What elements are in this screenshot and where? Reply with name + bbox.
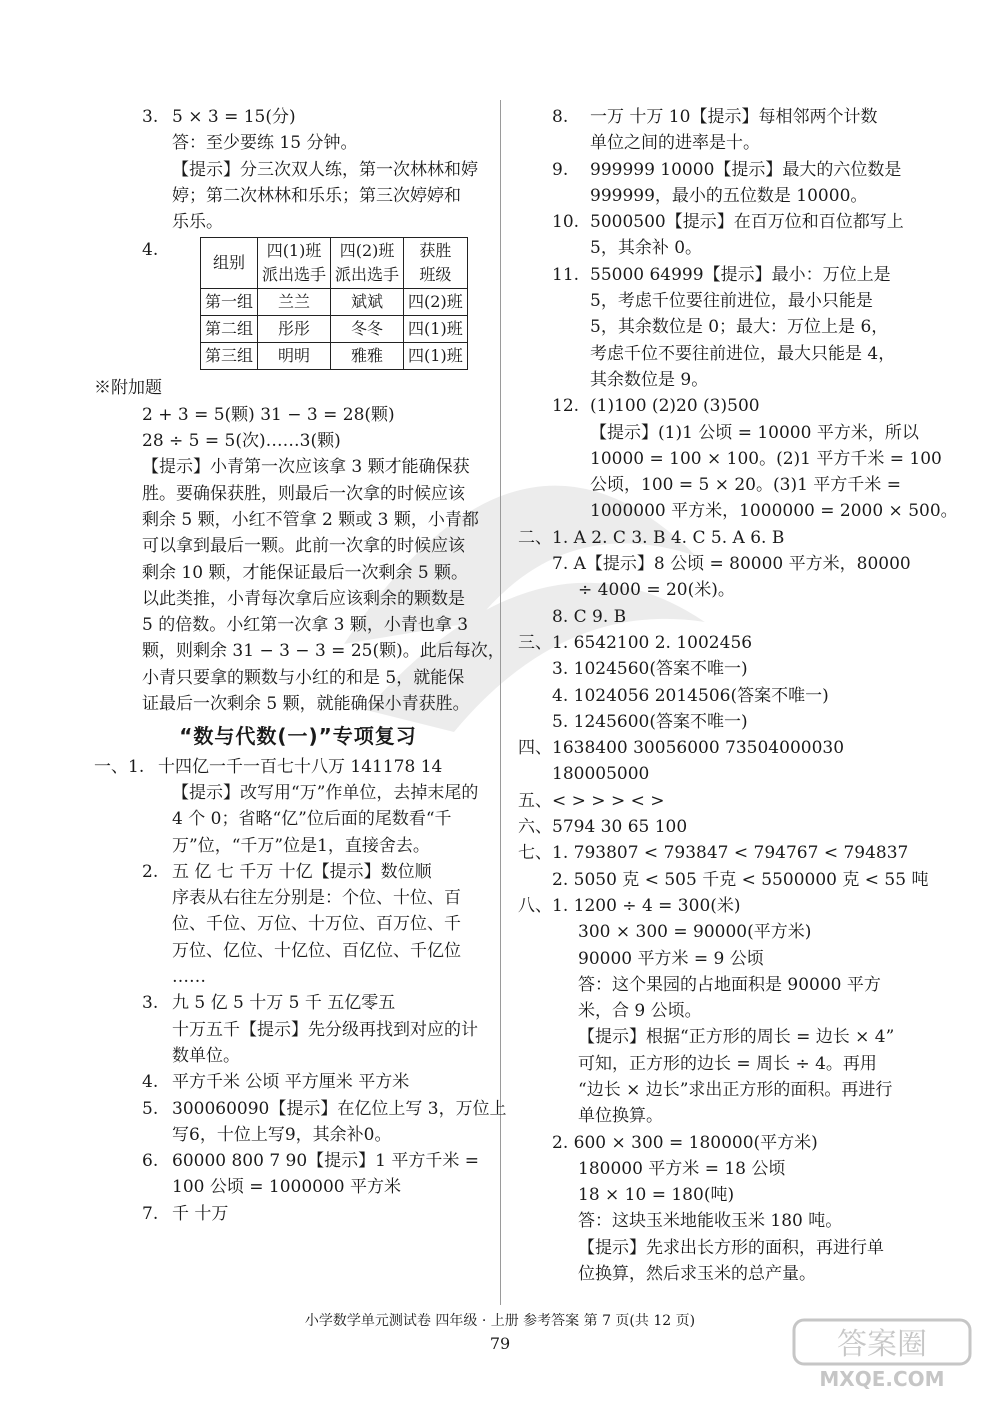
answer-line xyxy=(108,964,488,990)
item-number: 2. xyxy=(142,861,159,882)
answer-line xyxy=(518,288,898,314)
hint-line: 胜。要确保获胜，则最后一次拿的时候应该 xyxy=(142,483,465,504)
answer-line xyxy=(518,235,898,261)
answer-line xyxy=(518,709,898,735)
answer-text: 单位之间的进率是十。 xyxy=(590,133,760,154)
section-prefix: 四、 xyxy=(518,738,552,759)
table-header-cell xyxy=(201,238,258,289)
answer-text: 位换算，然后求玉米的总产量。 xyxy=(578,1264,816,1285)
item-number: 6. xyxy=(142,1151,159,1172)
section-one-item xyxy=(108,1201,488,1227)
section-one-item xyxy=(94,754,488,859)
answer-line xyxy=(518,262,898,288)
answer-line xyxy=(518,1130,898,1156)
result-table xyxy=(200,237,468,370)
answer-text: 万”位，“千万”位是1，直接舍去。 xyxy=(172,835,430,856)
answer-line xyxy=(518,577,898,603)
answer-text: 答：这个果园的占地面积是 90000 平方 xyxy=(578,974,881,995)
item-number: 4. xyxy=(142,1072,159,1093)
section-prefix: 八、 xyxy=(518,895,552,916)
answer-item xyxy=(518,157,902,210)
answer-line xyxy=(518,209,904,235)
header-text: 派出选手 xyxy=(335,265,400,285)
answer-text: 18 × 10 = 180(吨) xyxy=(578,1185,735,1206)
answer-text: 5，其余补 0。 xyxy=(590,238,703,259)
item-number: 3. xyxy=(142,993,159,1014)
header-text: 获胜 xyxy=(419,241,452,261)
answer-line xyxy=(518,183,898,209)
section-title: “数与代数(一)”专项复习 xyxy=(179,724,417,749)
answer-text: 1000000 平方米，1000000 = 2000 × 500。 xyxy=(590,501,958,522)
answer-text: 数单位。 xyxy=(172,1045,240,1066)
section-one-item xyxy=(108,1069,488,1095)
answer-text: 7. A【提示】8 公顷 = 80000 平方米，80000 xyxy=(552,554,911,575)
answer-item xyxy=(518,104,898,157)
answer-line: 28 ÷ 5 = 5(次)……3(颗) xyxy=(142,431,341,452)
answer-line xyxy=(518,1208,898,1234)
answer-text: 【提示】改写用“万”作单位，去掉末尾的 xyxy=(172,782,479,803)
answer-text: 5，考虑千位要往前进位，最小只能是 xyxy=(590,291,873,312)
answer-line xyxy=(108,1017,488,1043)
page-number: 79 xyxy=(489,1334,511,1353)
table-cell: 第二组 xyxy=(201,316,258,343)
answer-line xyxy=(518,420,919,446)
answer-text: 【提示】(1)1 公顷 = 10000 平方米，所以 xyxy=(590,422,919,443)
answer-text: 2. 600 × 300 = 180000(平方米) xyxy=(552,1132,818,1153)
answer-text: 1638400 30056000 73504000030 xyxy=(552,738,845,759)
item-number: 11. xyxy=(552,264,580,285)
answer-line xyxy=(518,1024,898,1050)
answer-text: 其余数位是 9。 xyxy=(590,369,709,390)
hint-line: 5 的倍数。小红第一次拿 3 颗，小青也拿 3 xyxy=(142,615,469,636)
answer-line xyxy=(518,683,898,709)
answer-item xyxy=(518,262,898,393)
table-header-row xyxy=(201,238,468,289)
answer-line xyxy=(518,604,898,630)
answer-text: 公顷，100 = 5 × 20。(3)1 平方千米 = xyxy=(590,475,901,496)
hint-line: 乐乐。 xyxy=(172,212,223,233)
answer-line xyxy=(108,1096,507,1122)
answer-text: 【提示】先求出长方形的面积，再进行单 xyxy=(578,1237,884,1258)
page-footer: 小学数学单元测试卷 四年级 · 上册 参考答案 第 7 页(共 12 页) xyxy=(304,1313,696,1329)
answer-text: …… xyxy=(172,967,206,988)
question-4 xyxy=(108,237,488,375)
answer-text: 300 × 300 = 90000(平方米) xyxy=(578,922,812,943)
item-number: 12. xyxy=(552,396,580,417)
section-one-item xyxy=(108,859,488,990)
answer-line xyxy=(518,551,911,577)
answer-text: 3. 1024560(答案不唯一) xyxy=(552,659,748,680)
answer-text: 5794 30 65 100 xyxy=(552,817,688,838)
answer-text: “边长 × 边长”求出正方形的面积。再进行 xyxy=(578,1079,893,1100)
answer-line xyxy=(518,840,909,866)
answer-line xyxy=(108,1122,488,1148)
answer-line xyxy=(518,525,898,551)
answer-line xyxy=(108,911,488,937)
answer-text: 5，其余数位是 0；最大：万位上是 6， xyxy=(590,317,889,338)
hint-line: 可以拿到最后一颗。此前一次拿的时候应该 xyxy=(142,536,465,557)
section-one-item xyxy=(108,1096,507,1149)
answer-text: 写6，十位上写9，其余补0。 xyxy=(172,1124,392,1145)
answer-line xyxy=(108,104,488,130)
hint-line: 婷；第二次林林和乐乐；第三次婷婷和 xyxy=(172,185,461,206)
hint-line: 颗，则剩余 31 − 3 − 3 = 25(颗)。此后每次， xyxy=(142,641,505,662)
answer-text: 千 十万 xyxy=(172,1203,229,1224)
answer-line: 答：至少要练 15 分钟。 xyxy=(172,133,358,154)
table-cell: 第一组 xyxy=(201,289,258,316)
answer-text: 999999 10000【提示】最大的六位数是 xyxy=(590,159,902,180)
answer-line xyxy=(518,1077,898,1103)
table-header-cell xyxy=(258,238,331,289)
answer-text: 位、千位、万位、十万位、百万位、千 xyxy=(172,914,461,935)
hint-line: 剩余 5 颗，小红不管拿 2 颗或 3 颗，小青都 xyxy=(142,509,479,530)
answer-text: 五 亿 七 千万 十亿【提示】数位顺 xyxy=(172,861,432,882)
answer-text: < > > > < > xyxy=(552,790,665,811)
answer-line xyxy=(518,735,898,761)
answer-text: 答：这块玉米地能收玉米 180 吨。 xyxy=(578,1211,843,1232)
item-number: 7. xyxy=(142,1203,159,1224)
answer-line xyxy=(518,788,898,814)
item-number: 3. xyxy=(142,107,159,127)
answer-item xyxy=(518,209,904,262)
table-cell: 冬冬 xyxy=(331,316,404,343)
answer-text: 九 5 亿 5 十万 5 千 五亿零五 xyxy=(172,993,396,1014)
answer-line: 2 + 3 = 5(颗) 31 − 3 = 28(颗) xyxy=(142,404,395,425)
table-cell: 四(1)班 xyxy=(404,316,468,343)
answer-text: 10000 = 100 × 100。(2)1 平方千米 = 100 xyxy=(590,448,942,469)
answer-text: 1. 793807 < 793847 < 794767 < 794837 xyxy=(552,843,909,864)
answer-line xyxy=(108,780,488,806)
answer-line xyxy=(108,1174,488,1200)
answer-text: 十四亿一千一百七十八万 141178 14 xyxy=(158,756,443,777)
answer-text: 180005000 xyxy=(552,764,650,785)
answer-text: 300060090【提示】在亿位上写 3，万位上 xyxy=(172,1098,507,1119)
table-row xyxy=(201,289,468,316)
answer-text: 60000 800 7 90【提示】1 平方千米 = xyxy=(172,1151,480,1172)
answer-line xyxy=(518,446,942,472)
answer-line xyxy=(518,946,898,972)
left-column xyxy=(94,104,507,1227)
table-cell: 四(1)班 xyxy=(404,343,468,370)
bonus-title: ※附加题 xyxy=(94,378,162,399)
answer-line xyxy=(518,1261,898,1287)
answer-text: 序表从右往左分别是：个位、十位、百 xyxy=(172,888,461,909)
section-one-item xyxy=(108,990,488,1069)
answer-line xyxy=(518,893,898,919)
svg-text:答案圈: 答案圈 xyxy=(837,1327,927,1362)
answer-line xyxy=(108,1043,488,1069)
hint-line: 以此类推，小青每次拿后应该剩余的颗数是 xyxy=(142,588,465,609)
answer-line xyxy=(518,314,898,340)
answer-text: 平方千米 公顷 平方厘米 平方米 xyxy=(172,1072,410,1093)
answer-text: 100 公顷 = 1000000 平方米 xyxy=(172,1177,402,1198)
svg-text:MXQE.COM: MXQE.COM xyxy=(819,1367,945,1391)
answer-text: 单位换算。 xyxy=(578,1106,663,1127)
table-cell: 斌斌 xyxy=(331,289,404,316)
item-number: 10. xyxy=(552,212,580,233)
section-prefix: 六、 xyxy=(518,817,552,838)
answer-line xyxy=(108,1148,488,1174)
header-text: 四(1)班 xyxy=(266,241,322,261)
answer-line xyxy=(108,885,488,911)
answer-text: 一万 十万 10【提示】每相邻两个计数 xyxy=(590,107,878,127)
answer-line xyxy=(108,938,488,964)
hint-line: 剩余 10 颗，才能保证最后一次剩余 5 颗。 xyxy=(142,562,469,583)
answer-text: 1. 6542100 2. 1002456 xyxy=(552,632,753,653)
table-cell: 雅雅 xyxy=(331,343,404,370)
answer-line xyxy=(108,806,488,832)
section-prefix: 七、 xyxy=(518,843,552,864)
answer-text: ÷ 4000 = 20(米)。 xyxy=(578,580,735,601)
site-watermark-logo xyxy=(792,1318,972,1390)
answer-line xyxy=(108,859,488,885)
answer-text: 十万五千【提示】先分级再找到对应的计 xyxy=(172,1019,478,1040)
hint-line: 证最后一次剩余 5 颗，就能确保小青获胜。 xyxy=(142,694,470,715)
answer-line xyxy=(518,630,898,656)
table-cell: 明明 xyxy=(258,343,331,370)
answer-line xyxy=(518,104,898,130)
item-number: 5. xyxy=(142,1098,159,1119)
column-divider xyxy=(500,100,501,1305)
answer-line xyxy=(518,393,898,419)
question-3 xyxy=(108,104,488,235)
item-number: 9. xyxy=(552,159,569,180)
answer-text: 米，合 9 公顷。 xyxy=(578,1001,702,1022)
header-text: 组别 xyxy=(213,253,246,273)
header-text: 班级 xyxy=(419,265,452,285)
table-header-cell xyxy=(331,238,404,289)
answer-line xyxy=(518,367,898,393)
answer-text: 8. C 9. B xyxy=(552,606,627,627)
answer-line xyxy=(518,1103,898,1129)
answer-line xyxy=(518,656,898,682)
hint-line: 【提示】分三次双人练，第一次林林和婷 xyxy=(172,159,478,180)
answer-text: 1. 1200 ÷ 4 = 300(米) xyxy=(552,895,741,916)
answer-line xyxy=(518,998,898,1024)
answer-text: 4 个 0；省略“亿”位后面的尾数看“千 xyxy=(172,809,452,830)
hint-line: 【提示】小青第一次应该拿 3 颗才能确保获 xyxy=(142,457,470,478)
answer-text: 180000 平方米 = 18 公顷 xyxy=(578,1158,786,1179)
answer-line xyxy=(518,867,929,893)
answer-line xyxy=(518,1051,898,1077)
answer-text: 5 × 3 = 15(分) xyxy=(172,107,296,127)
answer-line xyxy=(518,972,898,998)
answer-text: 可知，正方形的边长 = 周长 ÷ 4。再用 xyxy=(578,1053,877,1074)
table-cell: 兰兰 xyxy=(258,289,331,316)
table-cell: 彤彤 xyxy=(258,316,331,343)
answer-line xyxy=(518,341,898,367)
header-text: 四(2)班 xyxy=(339,241,395,261)
answer-line xyxy=(108,990,488,1016)
answer-line xyxy=(518,1182,898,1208)
answer-line xyxy=(518,157,902,183)
answer-line xyxy=(108,1069,488,1095)
answer-line xyxy=(108,1201,488,1227)
answer-text: 5. 1245600(答案不唯一) xyxy=(552,711,748,732)
header-text: 派出选手 xyxy=(262,265,327,285)
answer-text: 55000 64999【提示】最小：万位上是 xyxy=(590,264,891,285)
answer-line xyxy=(108,833,488,859)
answer-text: 1. A 2. C 3. B 4. C 5. A 6. B xyxy=(552,527,785,548)
section-prefix: 二、 xyxy=(518,527,552,548)
table-cell: 第三组 xyxy=(201,343,258,370)
section-prefix: 三、 xyxy=(518,632,552,653)
answer-text: 5000500【提示】在百万位和百位都写上 xyxy=(590,212,904,233)
table-header-cell xyxy=(404,238,468,289)
answer-text: (1)100 (2)20 (3)500 xyxy=(590,396,760,417)
answer-line xyxy=(518,1235,898,1261)
answer-text: 考虑千位不要往前进位，最大只能是 4， xyxy=(590,343,896,364)
answer-item xyxy=(518,393,958,524)
answer-text: 4. 1024056 2014506(答案不唯一) xyxy=(552,685,829,706)
item-number: 4. xyxy=(142,240,159,261)
hint-line: 小青只要拿的颗数与小红的和是 5，就能保 xyxy=(142,667,465,688)
answer-text: 90000 平方米 = 9 公顷 xyxy=(578,948,764,969)
answer-line xyxy=(518,919,898,945)
item-number: 一、1. xyxy=(94,756,145,777)
table-row xyxy=(201,316,468,343)
answer-line xyxy=(518,814,898,840)
answer-line xyxy=(518,1156,898,1182)
answer-line xyxy=(518,761,898,787)
answer-line xyxy=(94,754,488,780)
table-row xyxy=(201,343,468,370)
section-prefix: 五、 xyxy=(518,790,552,811)
right-column xyxy=(518,104,958,1287)
answer-line xyxy=(518,472,901,498)
answer-text: 【提示】根据“正方形的周长 = 边长 × 4” xyxy=(578,1027,895,1048)
bonus-question xyxy=(94,375,505,717)
answer-text: 2. 5050 克 < 505 千克 < 5500000 克 < 55 吨 xyxy=(552,869,929,890)
answer-text: 万位、亿位、十亿位、百亿位、千亿位 xyxy=(172,940,461,961)
answer-line xyxy=(518,130,898,156)
answer-line xyxy=(518,498,958,524)
item-number: 8. xyxy=(552,107,569,127)
table-cell: 四(2)班 xyxy=(404,289,468,316)
answer-text: 999999，最小的五位数是 10000。 xyxy=(590,185,868,206)
section-one-item xyxy=(108,1148,488,1201)
